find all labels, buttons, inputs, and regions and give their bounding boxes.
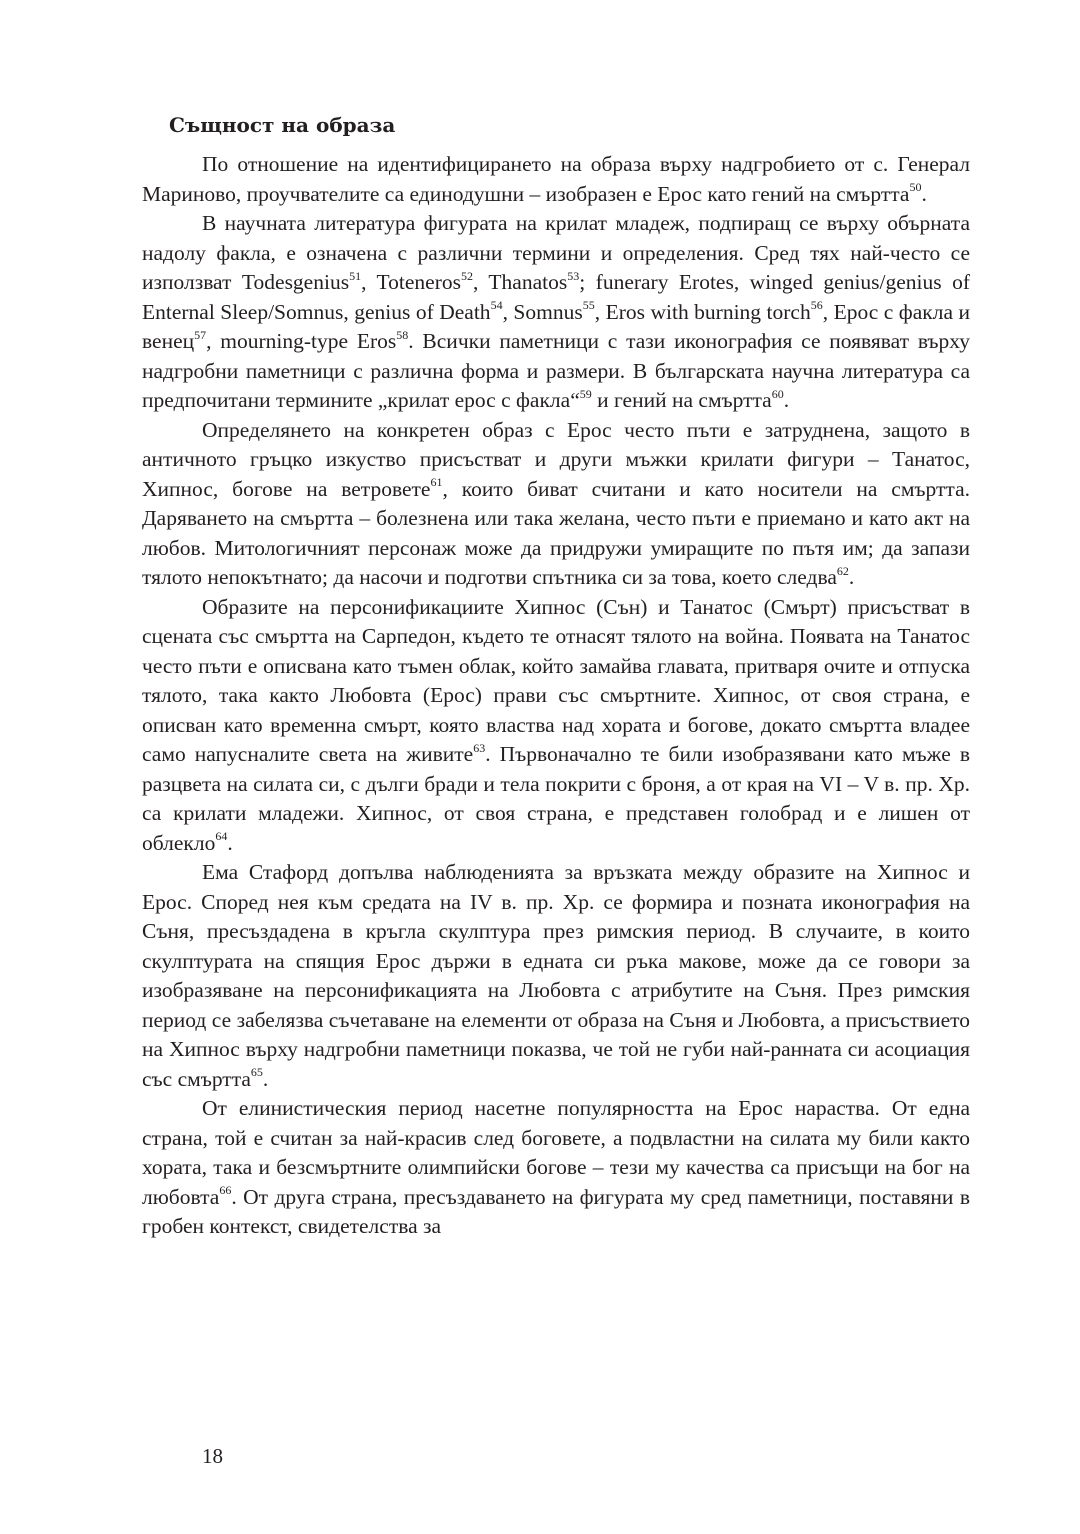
paragraph-text: . <box>921 181 927 206</box>
paragraph-text: . Всички паметници с тази иконография се появяват върху надгробни паметници с различна форма и размери. В българската научна литература са предпочитани термините „крилат ерос с факла“ <box>142 329 970 412</box>
paragraph-text: Ема Стафорд допълва наблюденията за връзката между образите на Хипнос и Ерос. Според нея към средата на IV в. пр. Хр. се формира и позната иконография на Съня, пресъздадена в кръгла скулптура през римския период. В случаите, в които скулптурата на спящия Ерос държи в едната си ръка макове, може да се говори за изобразяване на персонификацията на Любовта с атрибутите на Съня. През римския период се забелязва съчетаване на елементи от образа на Съня и Любовта, а присъствието на Хипнос върху надгробни паметници показва, че той не губи най-ранната си асоциация със смъртта <box>142 860 970 1091</box>
footnote-ref: 53 <box>567 268 580 283</box>
footnote-ref: 58 <box>396 327 409 342</box>
footnote-ref: 65 <box>250 1065 263 1080</box>
footnote-ref: 66 <box>219 1183 232 1198</box>
footnote-ref: 57 <box>194 327 207 342</box>
footnote-ref: 62 <box>836 563 849 578</box>
footnote-ref: 56 <box>810 298 823 313</box>
paragraph <box>142 1094 970 1242</box>
paragraph-text: Образите на персонификациите Хипнос (Сън) и Танатос (Смърт) присъстват в сцената със смъртта на Сарпедон, където те отнасят тялото на война. Появата на Танатос често пъти е описвана като тъмен облак, който замайва главата, притваря очите и отпуска тялото, така както Любовта (Ерос) прави със смъртните. Хипнос, от своя страна, е описван като временна смърт, която властва над хората и богове, докато смъртта владее само напусналите света на живите <box>142 594 970 766</box>
paragraph-text: , Ерос с факла и венец <box>142 299 970 353</box>
footnote-ref: 51 <box>349 268 362 283</box>
footnote-ref: 61 <box>430 475 443 490</box>
paragraph <box>142 416 970 593</box>
footnote-ref: 60 <box>771 386 784 401</box>
paragraph-text: Определянето на конкретен образ с Ерос често пъти е затруднена, защото в античното гръцко изкуство присъстват и други мъжки крилати фигури – Танатос, Хипнос, богове на ветровете <box>142 417 970 501</box>
footnote-ref: 55 <box>582 298 595 313</box>
section-heading: Същност на образа <box>169 113 396 137</box>
paragraph-text: , Toteneros <box>361 270 461 294</box>
paragraph-text: . <box>227 830 233 855</box>
footnote-ref: 59 <box>579 386 592 401</box>
paragraph <box>142 209 970 416</box>
paragraph-text: , mourning-type Eros <box>206 329 397 353</box>
paragraph-text: . <box>848 565 855 589</box>
footnote-ref: 64 <box>215 829 228 844</box>
paragraph-text: . <box>783 388 790 412</box>
paragraph-text: От елинистическия период насетне популярността на Ерос нараства. От една страна, той е считан за най-красив след боговете, а подвластни на силата му били както хората, така и безсмъртните олимпийски богове – тези му качества са присъщи на бог на любовта <box>142 1096 970 1209</box>
paragraph-text: По отношение на идентифицирането на образа върху надгробието от с. Генерал Мариново, проучвателите са единодушни – изобразен е Ерос като гений на смъртта <box>142 152 970 206</box>
paragraph-text: . Първоначално те били изобразявани като мъже в разцвета на силата си, с дълги бради и тела покрити с броня, а от края на VI – V в. пр. Хр. са крилати младежи. Хипнос, от своя страна, е представен голобрад и е лишен от облекло <box>142 742 970 855</box>
paragraph <box>142 150 970 209</box>
paragraph-text: , Eros with burning torch <box>594 299 811 324</box>
page-body <box>142 110 970 1242</box>
paragraphs <box>142 150 970 1242</box>
footnote-ref: 63 <box>473 740 486 755</box>
paragraph <box>142 858 970 1094</box>
footnote-ref: 54 <box>490 298 503 313</box>
paragraph-text: , които биват считани и като носители на смъртта. Даряването на смъртта – болезнена или така желана, често пъти е приемано и като акт на любов. Митологичният персонаж може да придружи умиращите по пътя им; да запази тялото непокътнато; да насочи и подготви спътника си за това, което следва <box>142 476 970 589</box>
paragraph-text: , Somnus <box>502 299 583 324</box>
paragraph <box>142 593 970 859</box>
footnote-ref: 52 <box>460 268 473 283</box>
page-number: 18 <box>202 1444 223 1468</box>
paragraph-text: , Thanatos <box>472 270 568 294</box>
paragraph-text: ; funerary Erotes, winged genius/genius of Enternal Sleep/Somnus, genius of Death <box>142 270 971 324</box>
footnote-ref: 50 <box>909 180 922 195</box>
paragraph-text: и гений на смъртта <box>591 388 772 412</box>
paragraph-text: . От друга страна, пресъздаването на фигурата му сред паметници, поставяни в гробен контекст, свидетелства за <box>142 1184 970 1238</box>
paragraph-text: . <box>262 1066 269 1091</box>
paragraph-text: В научната литература фигурата на крилат младеж, подпиращ се върху обърната надолу факла, е означена с различни термини и определения. Сред тях най-често се използват Todesgenius <box>142 211 970 294</box>
